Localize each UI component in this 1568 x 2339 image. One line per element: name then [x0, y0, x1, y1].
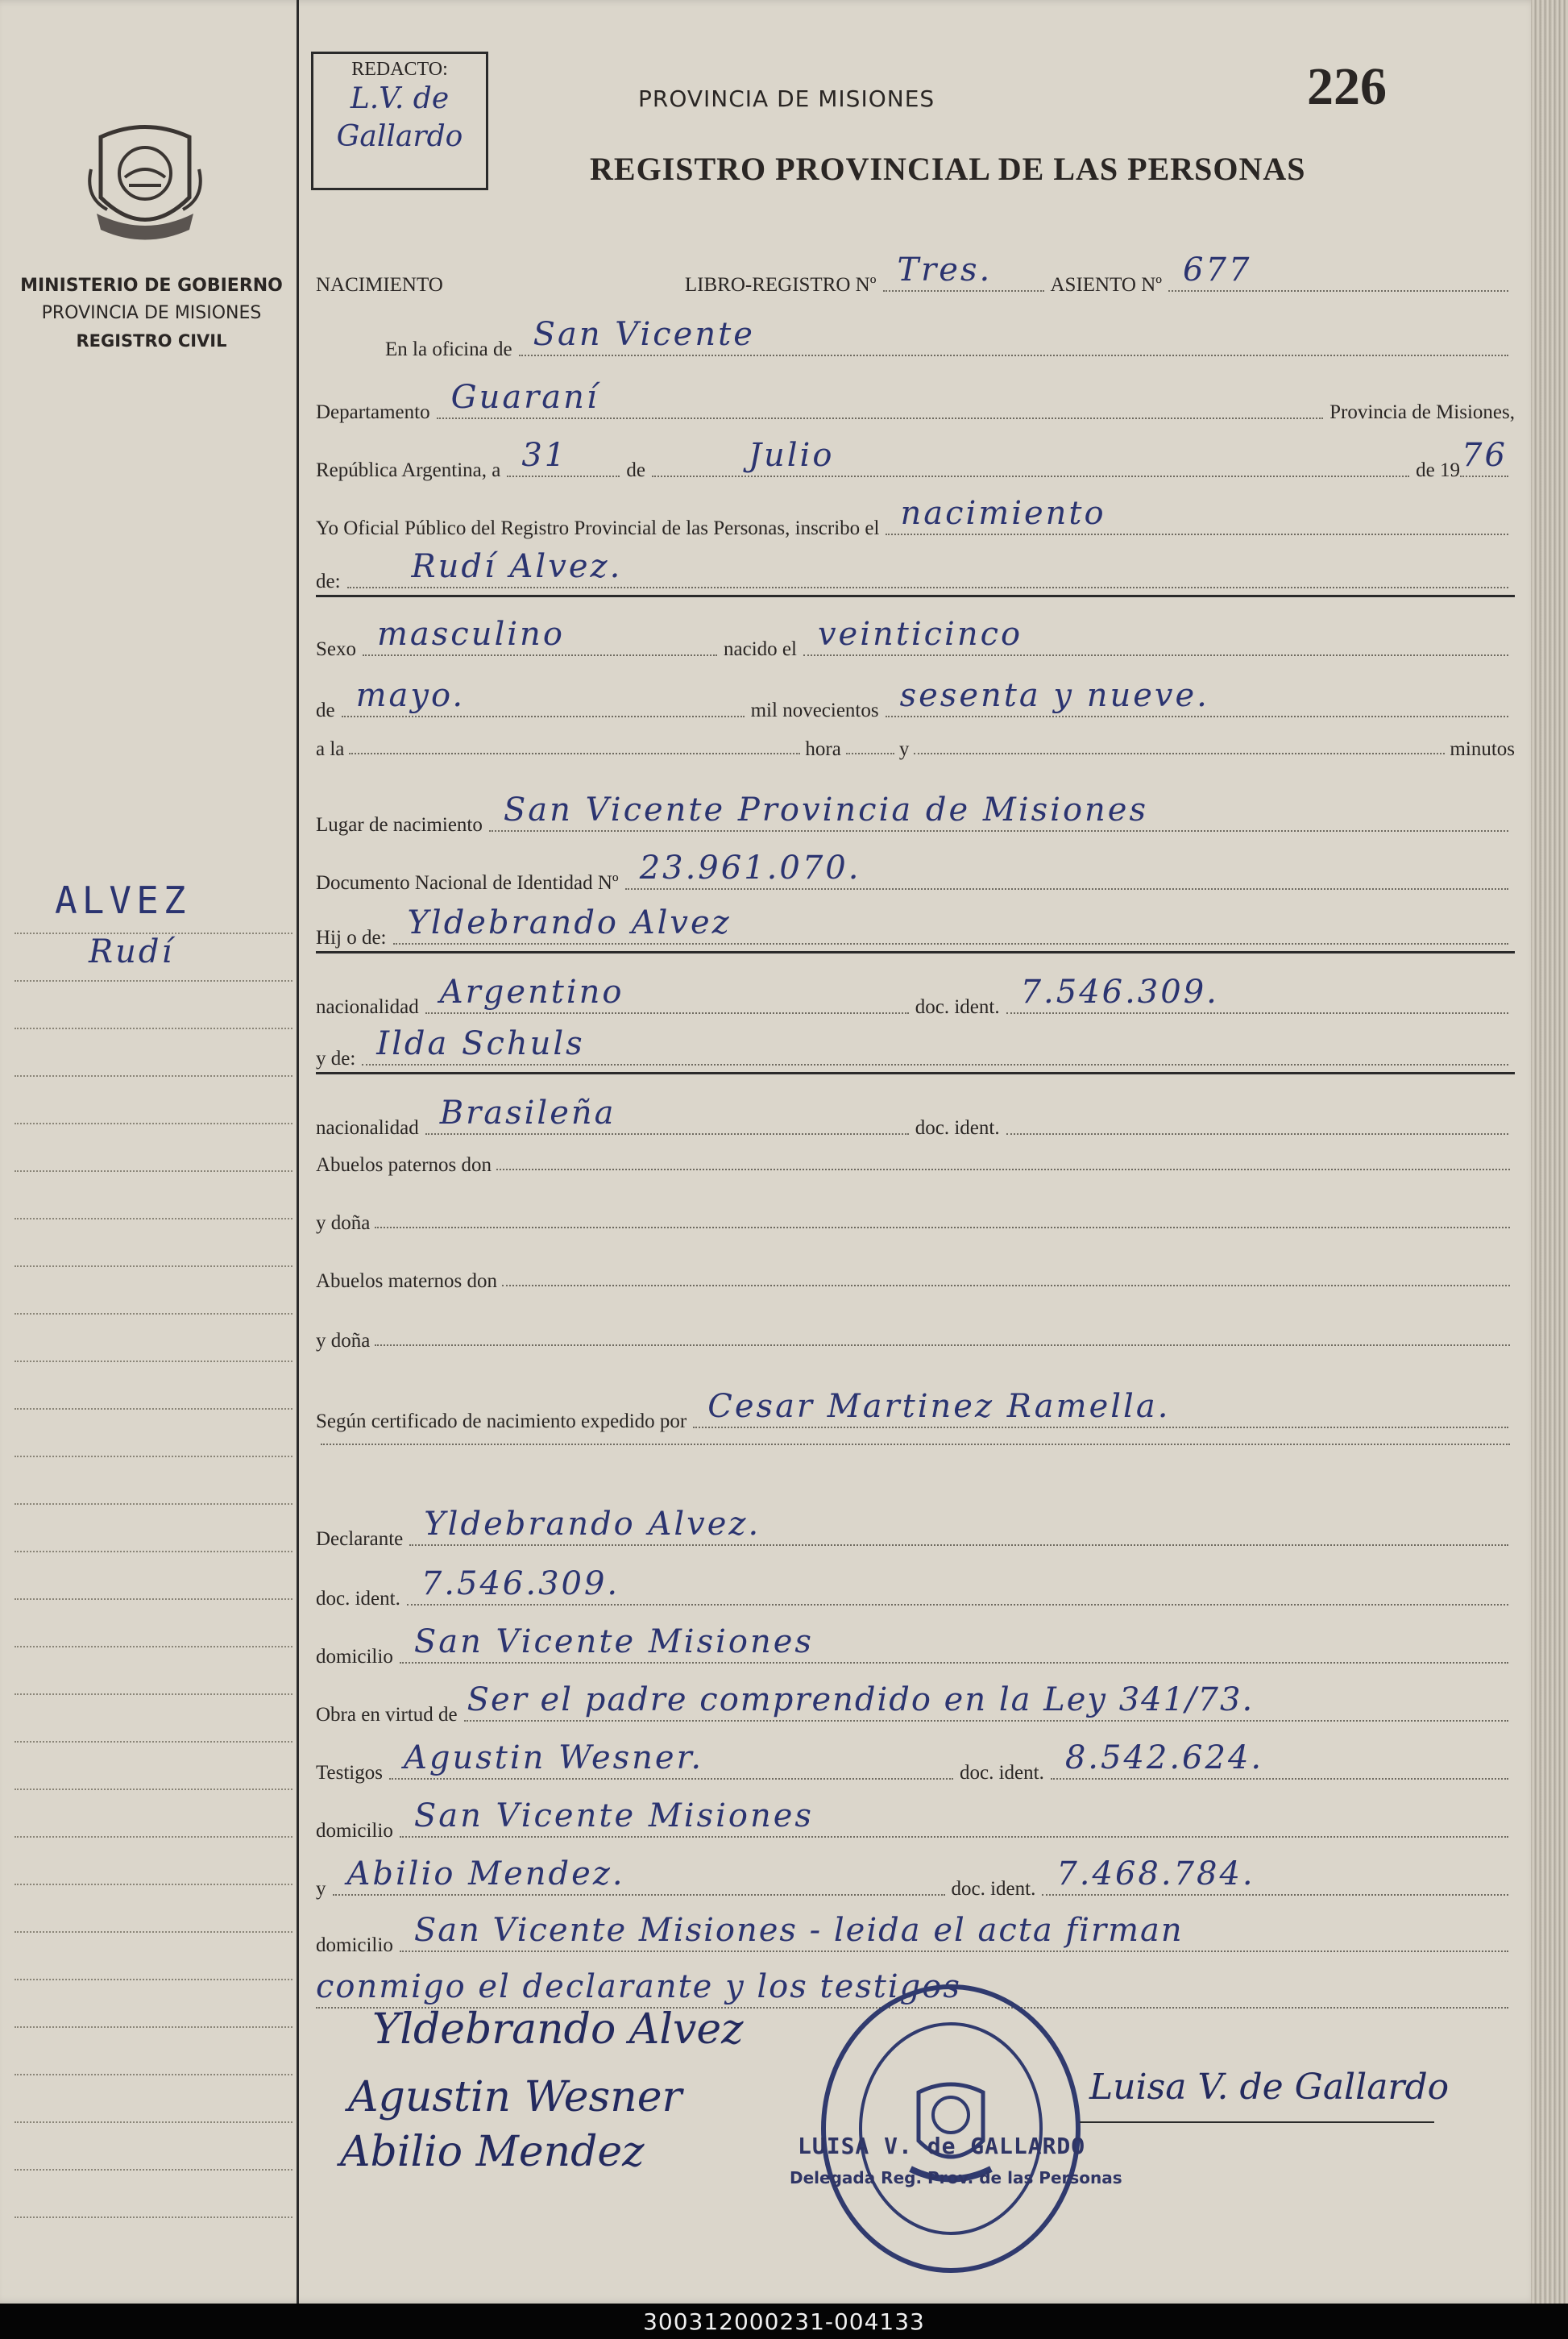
nacionalidad-label-2: nacionalidad	[316, 1117, 419, 1139]
docident-label-3: doc. ident.	[959, 1762, 1044, 1784]
republica-label: República Argentina, a	[316, 459, 501, 481]
obra-label: Obra en virtud de	[316, 1704, 458, 1726]
ala-label: a la	[316, 738, 345, 760]
declarante-value: Yldebrando Alvez.	[424, 1506, 761, 1543]
sexo-label: Sexo	[316, 638, 356, 660]
asiento-label: ASIENTO Nº	[1050, 274, 1163, 296]
dni-label: Documento Nacional de Identidad Nº	[316, 872, 619, 894]
yde-label: y de:	[316, 1048, 356, 1070]
ministry-line-3: REGISTRO CIVIL	[76, 331, 227, 351]
sexo-row	[316, 616, 1515, 661]
provincia-label: Provincia de Misiones,	[1329, 401, 1515, 423]
dia-value: 31	[521, 437, 568, 474]
coat-of-arms-icon	[85, 121, 205, 250]
margin-surname: ALVEZ	[55, 879, 191, 922]
abuelos-pat-row	[316, 1154, 1515, 1177]
padre-doc-value: 7.546.309.	[1020, 974, 1219, 1011]
closing-value: conmigo el declarante y los testigos	[316, 1968, 961, 2005]
left-margin-column	[0, 0, 299, 2304]
signature-oficial: Luisa V. de Gallardo	[1089, 2067, 1450, 2108]
official-stamp-icon	[814, 1980, 1088, 2278]
dni-value: 23.961.070.	[639, 850, 861, 887]
hijo-label: Hij o de:	[316, 927, 387, 949]
abuelas-pat-row	[316, 1212, 1515, 1235]
oficial-label: Yo Oficial Público del Registro Provincial de las Personas, inscribo el	[316, 517, 880, 539]
redacto-author-line-1: L.V. de	[350, 82, 450, 115]
testigo1-row	[316, 1739, 1515, 1784]
de-label: de	[626, 459, 645, 481]
testigo1-value: Agustin Wesner.	[403, 1739, 704, 1776]
page-number: 226	[1307, 57, 1387, 116]
testigo1-dom-row	[316, 1797, 1515, 1843]
image-code: 300312000231-004133	[643, 2308, 925, 2335]
oficina-label: En la oficina de	[385, 339, 512, 360]
hora-label: hora	[805, 738, 841, 760]
nacimiento-label: NACIMIENTO	[316, 274, 443, 296]
abuelos-pat-label: Abuelos paternos don	[316, 1154, 492, 1176]
acto-value: nacimiento	[900, 495, 1106, 532]
docident-label-4: doc. ident.	[951, 1878, 1036, 1900]
redacto-label: REDACTO:	[351, 59, 448, 80]
nac-fecha-row	[316, 677, 1515, 722]
margin-note-lines	[15, 887, 292, 2218]
padre-value: Yldebrando Alvez	[407, 904, 732, 941]
libro-label: LIBRO-REGISTRO Nº	[684, 274, 877, 296]
nacionalidad-label: nacionalidad	[316, 996, 419, 1018]
docident-label-2: doc. ident.	[915, 1117, 1000, 1139]
fecha-row	[316, 437, 1515, 482]
signature-rule	[1080, 2121, 1434, 2123]
de-person-label: de:	[316, 571, 341, 592]
y-testigo-label: y	[316, 1878, 326, 1900]
certificado-row	[316, 1388, 1515, 1433]
registry-title: REGISTRO PROVINCIAL DE LAS PERSONAS	[590, 151, 1306, 187]
madre-value: Ilda Schuls	[376, 1025, 585, 1062]
testigos-label: Testigos	[316, 1762, 383, 1784]
declarante-row	[316, 1506, 1515, 1551]
signature-testigo-2: Abilio Mendez	[340, 2128, 645, 2176]
book-page-edge	[1531, 0, 1568, 2304]
nacido-label: nacido el	[724, 638, 797, 660]
form-content	[300, 0, 1533, 2304]
padre-nac-row	[316, 974, 1515, 1019]
dni-row	[316, 850, 1515, 895]
ydona-label-2: y doña	[316, 1330, 371, 1352]
anio-value: 76	[1462, 437, 1508, 474]
doc-ident-label: doc. ident.	[316, 1588, 400, 1610]
declarante-doc-value: 7.546.309.	[421, 1565, 620, 1602]
ministry-line-2: PROVINCIA DE MISIONES	[41, 303, 262, 323]
abuelos-mat-label: Abuelos maternos don	[316, 1270, 497, 1292]
domicilio-label: domicilio	[316, 1646, 393, 1668]
nac-anio-value: sesenta y nueve.	[899, 677, 1209, 714]
madre-nac-row	[316, 1095, 1515, 1140]
sexo-value: masculino	[377, 616, 565, 653]
certificado-value: Cesar Martinez Ramella.	[707, 1388, 1171, 1425]
minutos-label: minutos	[1450, 738, 1515, 760]
certificado-label: Según certificado de nacimiento expedido por	[316, 1410, 687, 1432]
ministry-block	[15, 272, 288, 355]
testigo2-row	[316, 1855, 1515, 1901]
libro-value: Tres.	[897, 251, 993, 289]
lugar-label: Lugar de nacimiento	[316, 814, 483, 836]
asiento-value: 677	[1183, 251, 1252, 289]
obra-row	[316, 1681, 1515, 1726]
province-title: PROVINCIA DE MISIONES	[638, 85, 935, 112]
departamento-label: Departamento	[316, 401, 430, 423]
departamento-row	[316, 379, 1515, 424]
signature-declarante: Yldebrando Alvez	[372, 2005, 744, 2054]
de19-label: de 19	[1416, 459, 1460, 481]
oficina-row	[385, 316, 1515, 361]
mes-value: Julio	[748, 437, 835, 474]
persona-value: Rudí Alvez.	[411, 548, 623, 585]
libro-row	[316, 251, 1515, 297]
madre-row	[316, 1025, 1515, 1074]
obra-value: Ser el padre comprendido en la Ley 341/73.	[467, 1681, 1255, 1718]
hora-row	[316, 738, 1515, 761]
abuelos-mat-row	[316, 1270, 1515, 1293]
nacido-value: veinticinco	[817, 616, 1023, 653]
madre-nac-value: Brasileña	[439, 1095, 616, 1132]
docident-label: doc. ident.	[915, 996, 1000, 1018]
de-mes-label: de	[316, 700, 335, 721]
testigo2-dom-row	[316, 1912, 1515, 1957]
lugar-row	[316, 791, 1515, 837]
declarante-dom-value: San Vicente Misiones	[413, 1623, 814, 1660]
mil-label: mil novecientos	[750, 700, 879, 721]
testigo2-dom-value: San Vicente Misiones - leida el acta firman	[413, 1912, 1184, 1949]
testigo2-value: Abilio Mendez.	[346, 1855, 625, 1892]
testigo1-dom-value: San Vicente Misiones	[413, 1797, 814, 1834]
domicilio-label-2: domicilio	[316, 1820, 393, 1842]
nac-mes-value: mayo.	[355, 677, 466, 714]
redacto-author-line-2: Gallardo	[336, 120, 463, 153]
testigo1-doc-value: 8.542.624.	[1064, 1739, 1264, 1776]
padre-row	[316, 904, 1515, 953]
declarante-label: Declarante	[316, 1528, 404, 1550]
ydona-label: y doña	[316, 1212, 371, 1234]
declarante-dom-row	[316, 1623, 1515, 1668]
signature-testigo-1: Agustin Wesner	[348, 2073, 682, 2121]
domicilio-label-3: domicilio	[316, 1934, 393, 1956]
departamento-value: Guaraní	[450, 379, 599, 416]
padre-nac-value: Argentino	[439, 974, 624, 1011]
image-code-strip	[0, 2304, 1568, 2339]
testigo2-doc-value: 7.468.784.	[1056, 1855, 1255, 1892]
official-name-stamp: LUISA V. de GALLARDO	[798, 2133, 1086, 2159]
redacto-box	[311, 52, 488, 190]
lugar-value: San Vicente Provincia de Misiones	[503, 791, 1149, 829]
oficial-row	[316, 495, 1515, 540]
persona-row	[316, 548, 1515, 597]
ministry-line-1: MINISTERIO DE GOBIERNO	[20, 276, 283, 296]
margin-given-name: Rudí	[89, 933, 175, 970]
y-label: y	[898, 738, 910, 760]
official-role-stamp: Delegada Reg. Prov. de las Personas	[790, 2168, 1122, 2187]
oficina-value: San Vicente	[533, 316, 755, 353]
abuelas-mat-row	[316, 1330, 1515, 1352]
certificado-row-2	[316, 1443, 1515, 1452]
declarante-doc-row	[316, 1565, 1515, 1610]
